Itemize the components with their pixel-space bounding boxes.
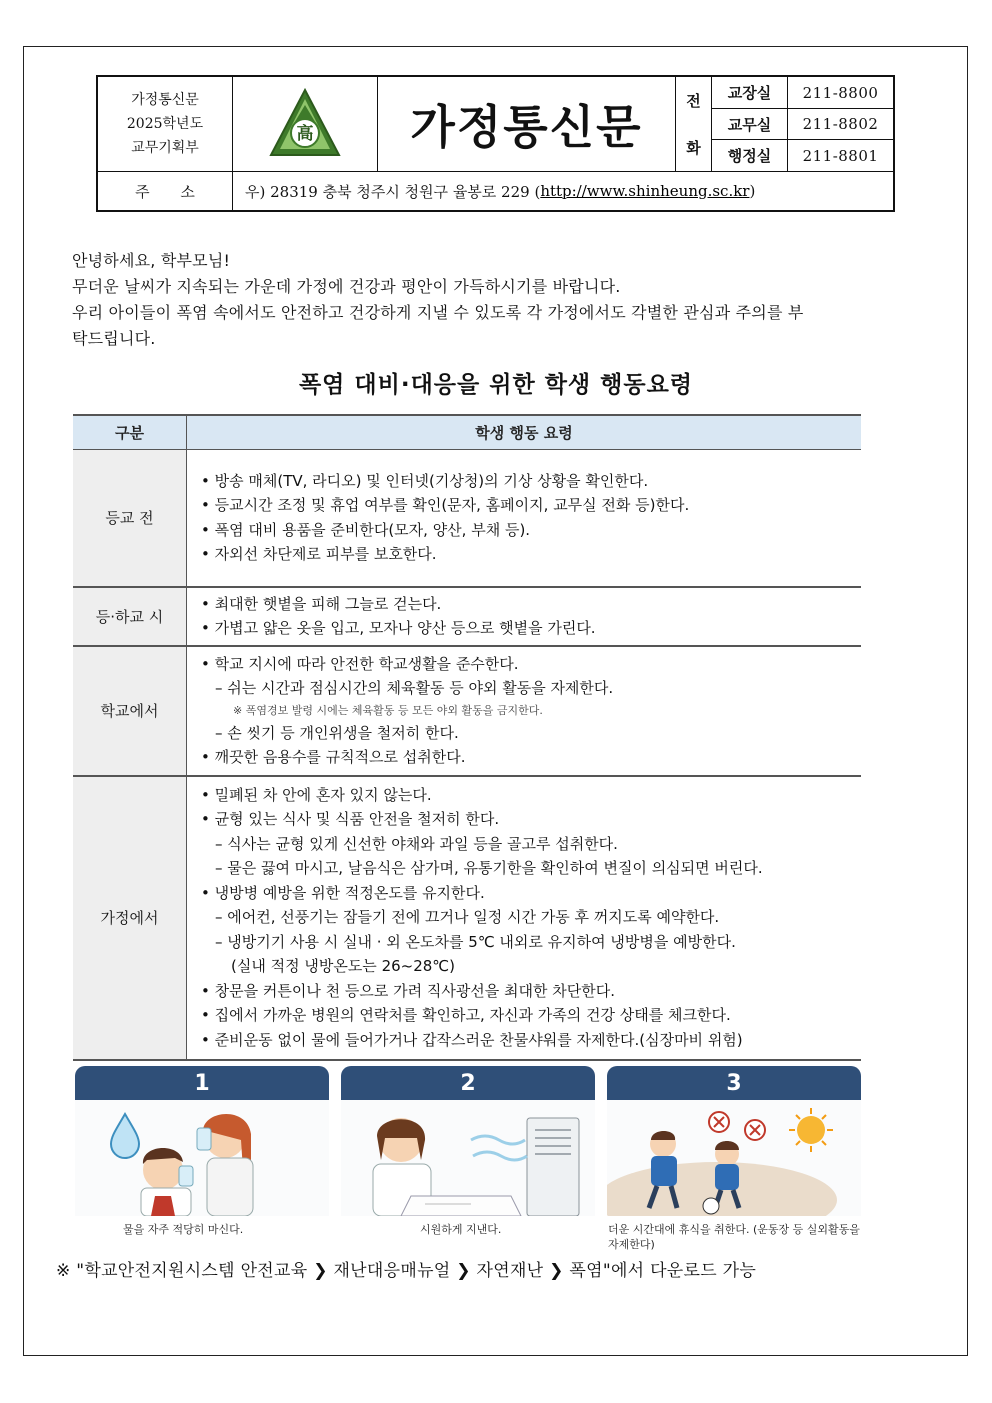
greeting: 안녕하세요, 학부모님!: [72, 251, 231, 270]
address-close: ): [749, 182, 756, 200]
rule-item: • 가볍고 얇은 옷을 입고, 모자나 양산 등으로 햇볕을 가린다.: [201, 616, 853, 641]
rule-item: • 냉방병 예방을 위한 적정온도를 유지한다.: [201, 881, 853, 906]
air-conditioner-icon: [341, 1100, 595, 1216]
issuer-line-3: 교무기획부: [131, 140, 199, 156]
rule-note: ※ 폭염경보 발령 시에는 체육활동 등 모든 야외 활동을 금지한다.: [233, 703, 543, 717]
chevron-right-icon: ❯: [313, 1261, 328, 1281]
rest-in-heat-illustration: [607, 1100, 861, 1216]
rule-item: • 최대한 햇볕을 피해 그늘로 걷는다.: [201, 592, 853, 617]
phone-number-admin: 211-8801: [788, 140, 893, 172]
table-row-at-school: [73, 646, 861, 776]
caption-panel-3-line-1: 더운 시간대에 휴식을 취한다. (운동장 등 실외활동을: [608, 1223, 860, 1236]
rules-before-school: [187, 450, 862, 587]
rules-at-home: [187, 776, 862, 1060]
caption-panel-2: 시원하게 지낸다.: [420, 1223, 502, 1236]
rule-sub-item: – 냉방기기 사용 시 실내 · 외 온도차를 5℃ 내외로 유지하여 냉방병을 예방한다.: [215, 932, 736, 951]
caption-panel-3-line-2: 자제한다): [608, 1238, 655, 1251]
issuer-info: [98, 77, 233, 172]
section-title: 폭염 대비·대응을 위한 학생 행동요령: [298, 372, 694, 398]
rule-sub-item: – 손 씻기 등 개인위생을 철저히 한다.: [215, 723, 459, 742]
drinking-water-icon: [75, 1100, 329, 1216]
footnote-part-3: 자연재난: [476, 1261, 544, 1281]
table-row-commute: [73, 587, 861, 646]
table-row-at-home: [73, 776, 861, 1060]
issuer-line-2: 2025학년도: [126, 116, 204, 132]
school-logo: [233, 77, 378, 172]
footnote-part-2: 재난대응매뉴얼: [333, 1261, 451, 1281]
illustration-panel-3: [607, 1066, 861, 1216]
outdoor-sun-icon: [607, 1100, 861, 1216]
rules-at-school: [187, 646, 862, 776]
table-header-row: [73, 415, 861, 450]
rule-sub-item: (실내 적정 냉방온도는 26~28℃): [231, 957, 456, 976]
rule-item: • 밀폐된 차 안에 혼자 있지 않는다.: [201, 783, 853, 808]
footnote-part-4: 폭염"에서 다운로드 가능: [569, 1261, 757, 1281]
school-website-link[interactable]: http://www.shinheung.sc.kr: [540, 182, 750, 200]
letterhead-table: [96, 75, 895, 212]
panel-number-3: 3: [607, 1066, 861, 1100]
rule-item: • 폭염 대비 용품을 준비한다(모자, 양산, 부채 등).: [201, 518, 853, 543]
phone-side-label: [676, 77, 712, 172]
rules-commute: [187, 587, 862, 646]
category-before-school: 등교 전: [73, 450, 187, 587]
intro-text: [72, 248, 948, 352]
rule-item: • 자외선 차단제로 피부를 보호한다.: [201, 542, 853, 567]
heatwave-rules-table: [73, 414, 861, 1061]
intro-line-3: 우리 아이들이 폭염 속에서도 안전하고 건강하게 지낼 수 있도록 각 가정에서도 각별한 관심과 주의를 부: [72, 303, 804, 322]
chevron-right-icon: ❯: [456, 1261, 471, 1281]
phone-side-top: 전: [686, 92, 701, 110]
rule-item: • 균형 있는 식사 및 식품 안전을 철저히 한다.: [201, 807, 853, 832]
drinking-water-illustration: [75, 1100, 329, 1216]
rule-sub-item: – 물은 끓여 마시고, 날음식은 삼가며, 유통기한을 확인하여 변질이 의심되면 버린다.: [215, 859, 763, 878]
rule-item: • 집에서 가까운 병원의 연락처를 확인하고, 자신과 가족의 건강 상태를 체크한다.: [201, 1003, 853, 1028]
category-at-school: 학교에서: [73, 646, 187, 776]
header-category: 구분: [73, 415, 187, 450]
intro-line-4: 탁드립니다.: [72, 329, 156, 348]
phone-label-teachers: 교무실: [712, 109, 788, 140]
category-commute: 등·하교 시: [73, 587, 187, 646]
phone-label-admin: 행정실: [712, 140, 788, 172]
issuer-line-1: 가정통신문: [131, 92, 199, 108]
rule-item: • 학교 지시에 따라 안전한 학교생활을 준수한다.: [201, 652, 853, 677]
address-label: 주 소: [98, 172, 233, 210]
panel-number-1: 1: [75, 1066, 329, 1100]
caption-panel-1: 물을 자주 적당히 마신다.: [123, 1223, 244, 1236]
address-text: 우) 28319 충북 청주시 청원구 율봉로 229 (: [245, 182, 541, 201]
rule-item: • 준비운동 없이 물에 들어가거나 갑작스러운 찬물샤워를 자제한다.(심장마비 위험): [201, 1028, 853, 1053]
footnote-prefix: ※ "학교안전지원시스템 안전교육: [56, 1261, 308, 1281]
download-footnote: [56, 1256, 756, 1281]
phone-label-principal: 교장실: [712, 77, 788, 109]
header-rules: 학생 행동 요령: [187, 415, 862, 450]
table-row-before-school: [73, 450, 861, 587]
logo-character: 高: [296, 124, 314, 144]
rule-sub-item: – 식사는 균형 있게 신선한 야채와 과일 등을 골고루 섭취한다.: [215, 834, 618, 853]
rule-item: • 등교시간 조정 및 휴업 여부를 확인(문자, 홈페이지, 교무실 전화 등)한다.: [201, 493, 853, 518]
category-at-home: 가정에서: [73, 776, 187, 1060]
rule-item: • 창문을 커튼이나 천 등으로 가려 직사광선을 최대한 차단한다.: [201, 979, 853, 1004]
document-title: 가정통신문: [378, 77, 676, 172]
rule-item: • 방송 매체(TV, 라디오) 및 인터넷(기상청)의 기상 상황을 확인한다.: [201, 469, 853, 494]
phone-number-teachers: 211-8802: [788, 109, 893, 140]
illustration-panel-1: [75, 1066, 329, 1216]
rule-item: • 깨끗한 음용수를 규칙적으로 섭취한다.: [201, 745, 853, 770]
phone-number-principal: 211-8800: [788, 77, 893, 109]
address-row: [233, 172, 893, 210]
school-emblem-icon: [268, 87, 342, 161]
illustration-panel-2: [341, 1066, 595, 1216]
phone-side-bottom: 화: [686, 139, 701, 157]
stay-cool-illustration: [341, 1100, 595, 1216]
panel-number-2: 2: [341, 1066, 595, 1100]
chevron-right-icon: ❯: [549, 1261, 564, 1281]
rule-sub-item: – 에어컨, 선풍기는 잠들기 전에 끄거나 일정 시간 가동 후 꺼지도록 예약한다.: [215, 908, 720, 927]
rule-sub-item: – 쉬는 시간과 점심시간의 체육활동 등 야외 활동을 자제한다.: [215, 679, 614, 697]
caption-panel-3: [608, 1222, 866, 1252]
intro-line-2: 무더운 날씨가 지속되는 가운데 가정에 건강과 평안이 가득하시기를 바랍니다.: [72, 277, 621, 296]
